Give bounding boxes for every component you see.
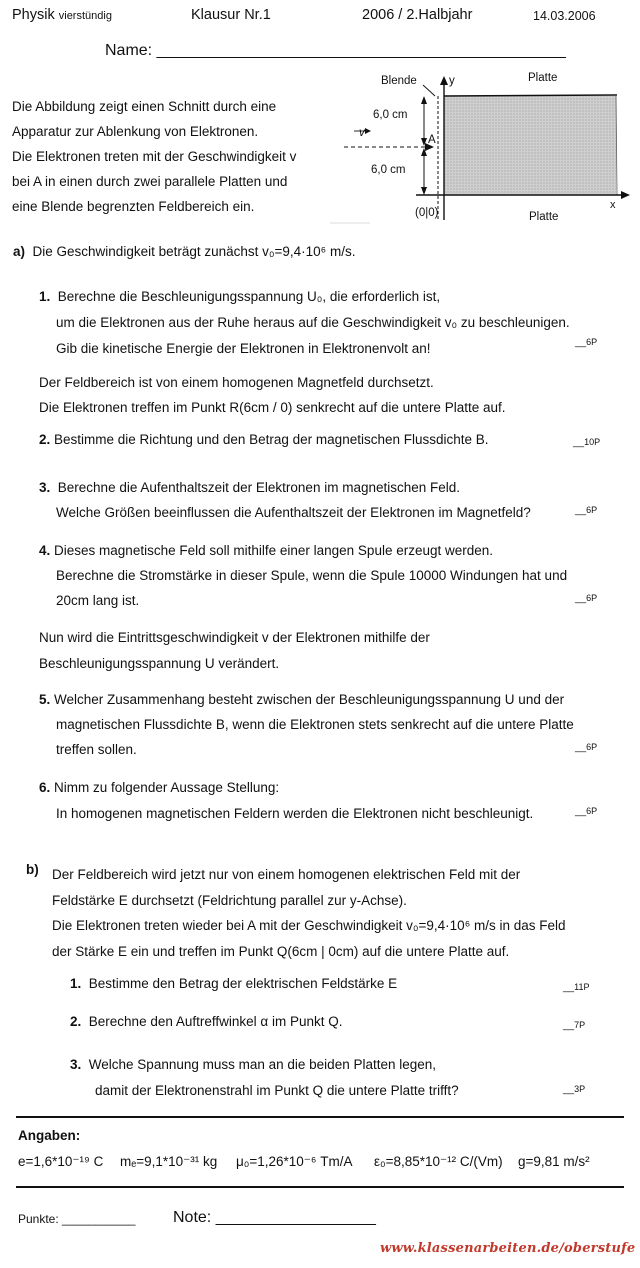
part-b-label: b) <box>26 862 39 877</box>
points-a1: __6P <box>575 337 598 348</box>
task-number: 5. <box>39 692 51 707</box>
part-b-line: Feldstärke E durchsetzt (Feldrichtung parallel zur y-Achse). <box>52 892 407 908</box>
intro-line: bei A in einen durch zwei parallele Platten und <box>12 174 288 189</box>
part-a-intro <box>13 244 355 259</box>
label-y-axis: y <box>449 75 455 87</box>
intro-line: Die Abbildung zeigt einen Schnitt durch eine <box>12 99 277 114</box>
exam-date: 14.03.2006 <box>533 9 596 23</box>
constant-g: g=9,81 m/s² <box>518 1154 590 1169</box>
name-field: Name: ______________________________________________ <box>105 42 566 59</box>
task-line: Dieses magnetische Feld soll mithilfe einer langen Spule erzeugt werden. <box>54 543 494 558</box>
task-a6 <box>39 775 533 827</box>
points-a4: __6P <box>575 593 598 604</box>
task-line: treffen sollen. <box>56 742 137 757</box>
constant-e: e=1,6*10⁻¹⁹ C <box>18 1154 104 1169</box>
divider-bottom <box>16 1186 624 1188</box>
part-a-label: a) <box>13 244 26 259</box>
setup-line: Die Elektronen treffen im Punkt R(6cm / 0) senkrecht auf die untere Platte auf. <box>39 400 506 415</box>
intro-text <box>12 94 296 219</box>
exam-title: Klausur Nr.1 <box>191 7 271 23</box>
task-number: 2. <box>39 432 51 447</box>
task-line: Berechne die Aufenthaltszeit der Elektronen im magnetischen Feld. <box>57 480 461 495</box>
divider-top <box>16 1116 624 1118</box>
points-a5: __6P <box>575 742 598 753</box>
task-line: Welche Größen beeinflussen die Aufenthaltszeit der Elektronen im Magnetfeld? <box>56 505 531 520</box>
part-b-line: Der Feldbereich wird jetzt nur von einem homogenen elektrischen Feld mit der <box>52 867 521 882</box>
label-plate-top: Platte <box>528 72 558 84</box>
task-number: 1. <box>70 976 82 991</box>
right-edge <box>616 95 617 195</box>
task-line: In homogenen magnetischen Feldern werden die Elektronen nicht beschleunigt. <box>56 806 534 821</box>
intro-line: Apparatur zur Ablenkung von Elektronen. <box>12 124 259 139</box>
apparatus-figure <box>330 68 630 230</box>
intro-line: eine Blende begrenzten Feldbereich ein. <box>12 199 255 214</box>
label-point-a: A <box>428 134 436 146</box>
label-plate-bottom: Platte <box>529 211 559 223</box>
setup-line: Nun wird die Eintrittsgeschwindigkeit v der Elektronen mithilfe der <box>39 630 430 645</box>
task-line: Berechne den Auftreffwinkel α im Punkt Q. <box>88 1014 343 1029</box>
task-number: 3. <box>39 480 51 495</box>
y-axis-arrow <box>440 76 448 85</box>
points-b1: __11P <box>563 982 590 993</box>
task-line: Nimm zu folgender Aussage Stellung: <box>54 780 280 795</box>
task-number: 3. <box>70 1057 82 1072</box>
task-a4 <box>39 538 567 613</box>
task-a2 <box>39 432 489 447</box>
label-x-axis: x <box>610 199 616 211</box>
label-distance-bottom: 6,0 cm <box>371 164 406 176</box>
task-line: um die Elektronen aus der Ruhe heraus auf die Geschwindigkeit v₀ zu beschleunigen. <box>56 315 570 330</box>
task-line: magnetischen Flussdichte B, wenn die Elektronen stets senkrecht auf die untere Platte <box>56 717 574 732</box>
label-distance-top: 6,0 cm <box>373 109 408 121</box>
part-b-text <box>52 862 566 964</box>
constant-mu0: μ₀=1,26*10⁻⁶ Tm/A <box>236 1154 353 1169</box>
task-a5 <box>39 687 574 762</box>
task-line: 20cm lang ist. <box>56 593 140 608</box>
field-setup-2 <box>39 625 430 677</box>
subject-suffix: vierstündig <box>58 10 112 22</box>
points-a3: __6P <box>575 505 598 516</box>
task-number: 4. <box>39 543 51 558</box>
task-number: 1. <box>39 289 51 304</box>
exam-period: 2006 / 2.Halbjahr <box>362 7 473 23</box>
points-b2: __7P <box>563 1020 586 1031</box>
task-b3 <box>70 1052 459 1104</box>
task-line: damit der Elektronenstrahl im Punkt Q die untere Platte trifft? <box>95 1083 459 1098</box>
task-a3 <box>39 475 531 525</box>
task-line: Welche Spannung muss man an die beiden Platten legen, <box>88 1057 437 1072</box>
task-number: 2. <box>70 1014 82 1029</box>
blende-pointer <box>423 85 435 96</box>
field-region <box>444 96 616 195</box>
upper-plate <box>444 95 617 96</box>
points-a6: __6P <box>575 806 598 817</box>
task-line: Berechne die Beschleunigungsspannung U₀, die erforderlich ist, <box>57 289 441 304</box>
label-origin: (0|0) <box>415 207 439 219</box>
label-velocity: v <box>359 127 365 139</box>
setup-line: Der Feldbereich ist von einem homogenen Magnetfeld durchsetzt. <box>39 375 434 390</box>
field-setup <box>39 370 505 420</box>
task-b2 <box>70 1014 342 1029</box>
label-blende: Blende <box>381 75 417 87</box>
setup-line: Beschleunigungsspannung U verändert. <box>39 656 280 671</box>
website-link[interactable]: www.klassenarbeiten.de/oberstufe <box>380 1241 636 1256</box>
intro-line: Die Elektronen treten mit der Geschwindigkeit v <box>12 149 297 164</box>
task-line: Welcher Zusammenhang besteht zwischen der Beschleunigungsspannung U und der <box>54 692 565 707</box>
subject <box>12 7 112 23</box>
points-b3: __3P <box>563 1084 586 1095</box>
x-axis-arrow <box>621 191 630 199</box>
task-line: Gib die kinetische Energie der Elektronen in Elektronenvolt an! <box>56 341 431 356</box>
subject-name: Physik <box>12 7 55 23</box>
part-b-line: der Stärke E ein und treffen im Punkt Q(6cm | 0cm) auf die untere Platte auf. <box>52 943 510 959</box>
part-a-text: Die Geschwindigkeit beträgt zunächst v₀=9,4·10⁶ m/s. <box>32 244 356 259</box>
part-b-line: Die Elektronen treten wieder bei A mit der Geschwindigkeit v₀=9,4·10⁶ m/s in das Feld <box>52 918 566 933</box>
constants-title: Angaben: <box>18 1128 81 1143</box>
grade-field: Note: __________________ <box>173 1209 376 1226</box>
task-line: Berechne die Stromstärke in dieser Spule, wenn die Spule 10000 Windungen hat und <box>56 568 568 583</box>
task-number: 6. <box>39 780 51 795</box>
points-a2: __10P <box>573 437 601 448</box>
constant-me: mₑ=9,1*10⁻³¹ kg <box>120 1154 218 1169</box>
task-line: Bestimme die Richtung und den Betrag der magnetischen Flussdichte B. <box>54 432 489 447</box>
task-b1 <box>70 976 397 991</box>
task-a1 <box>39 284 570 362</box>
task-line: Bestimme den Betrag der elektrischen Feldstärke E <box>88 976 398 991</box>
constant-eps0: ε₀=8,85*10⁻¹² C/(Vm) <box>374 1154 503 1169</box>
points-field: Punkte: ___________ <box>18 1212 136 1226</box>
